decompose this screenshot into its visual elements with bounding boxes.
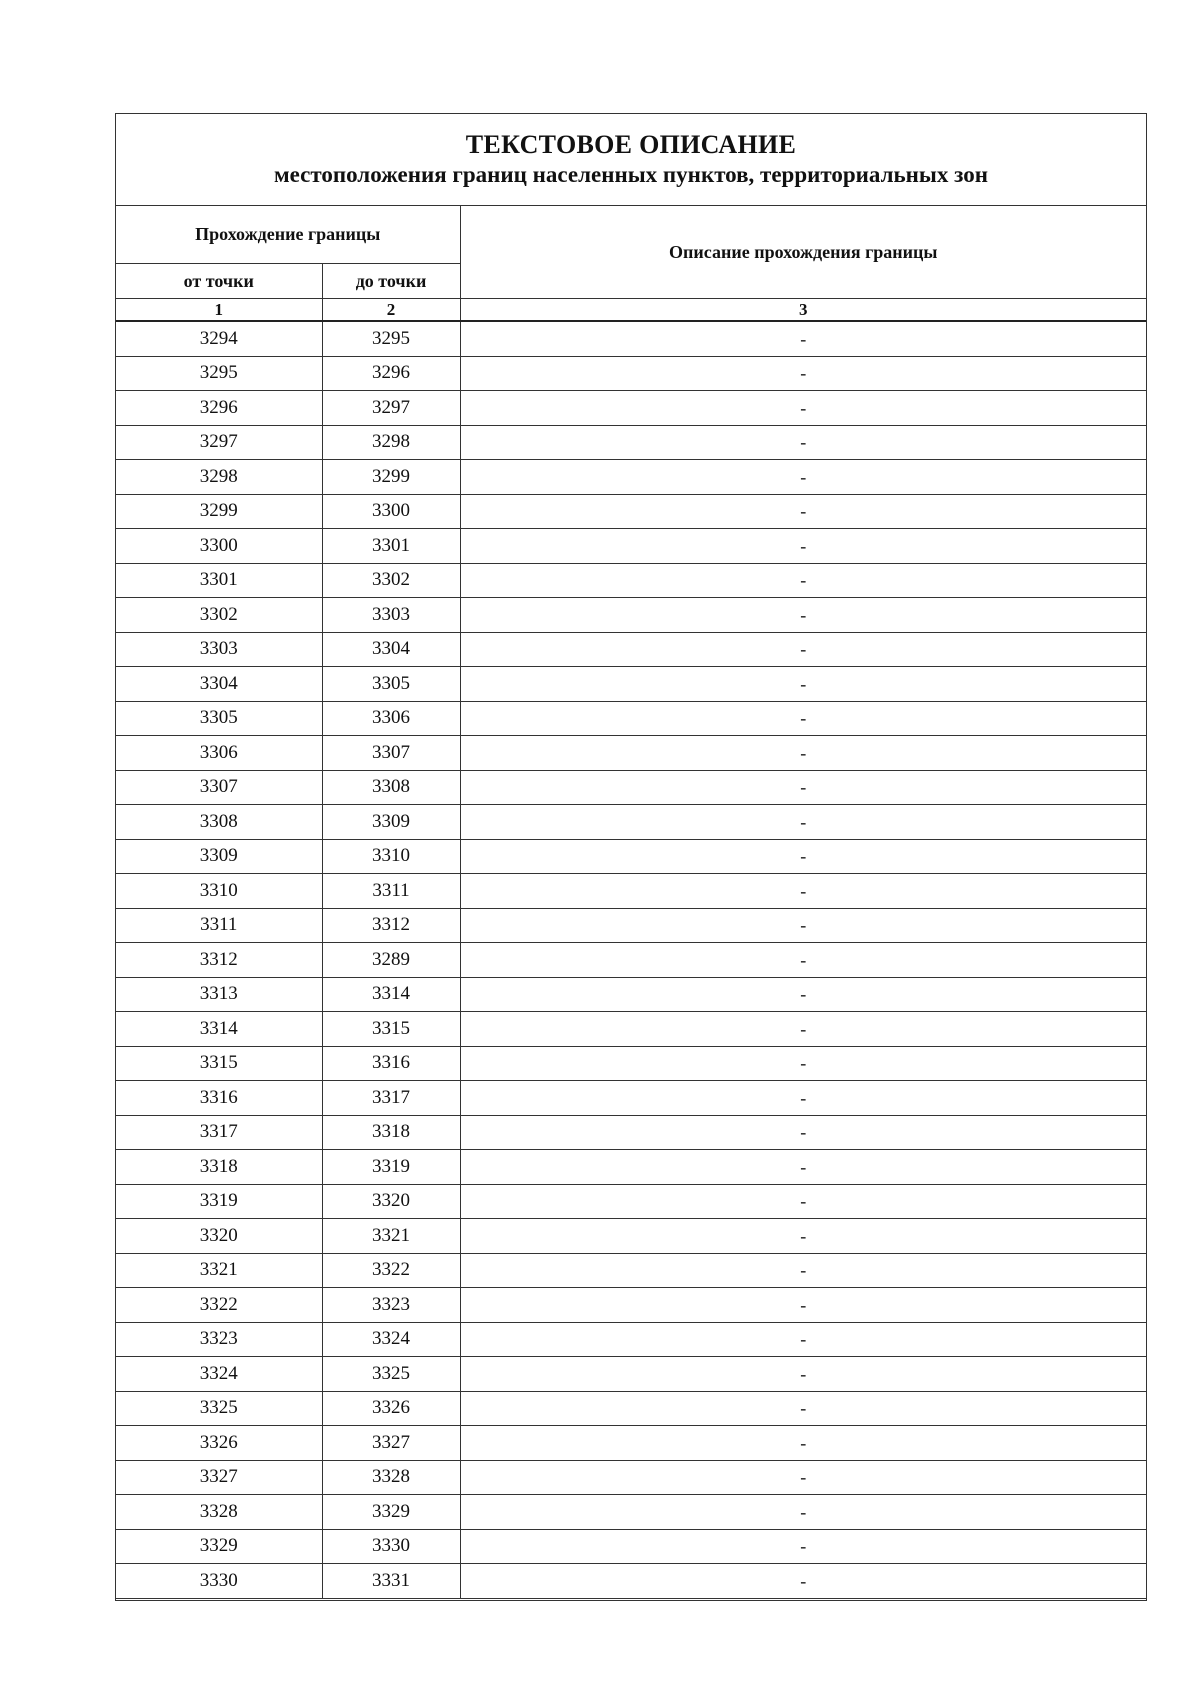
table-row xyxy=(116,701,1146,736)
description-cell: - xyxy=(460,1253,1146,1288)
description-cell: - xyxy=(460,874,1146,909)
table-row xyxy=(116,943,1146,978)
table-row xyxy=(116,977,1146,1012)
to-point-cell: 3317 xyxy=(322,1081,460,1116)
description-cell: - xyxy=(460,1495,1146,1530)
description-cell: - xyxy=(460,632,1146,667)
description-cell: - xyxy=(460,1150,1146,1185)
table-row xyxy=(116,321,1146,356)
table-row xyxy=(116,1184,1146,1219)
description-cell: - xyxy=(460,494,1146,529)
table-row xyxy=(116,632,1146,667)
table-row xyxy=(116,736,1146,771)
table-row xyxy=(116,494,1146,529)
to-point-cell: 3325 xyxy=(322,1357,460,1392)
to-point-cell: 3330 xyxy=(322,1529,460,1564)
from-point-cell: 3309 xyxy=(116,839,322,874)
table-row xyxy=(116,563,1146,598)
table-row xyxy=(116,1426,1146,1461)
table-header xyxy=(116,206,1146,321)
to-point-cell: 3299 xyxy=(322,460,460,495)
from-point-cell: 3308 xyxy=(116,805,322,840)
to-point-cell: 3311 xyxy=(322,874,460,909)
table-row xyxy=(116,1288,1146,1323)
table-row xyxy=(116,1322,1146,1357)
to-point-cell: 3295 xyxy=(322,321,460,356)
description-cell: - xyxy=(460,977,1146,1012)
to-header: до точки xyxy=(322,264,460,299)
from-point-cell: 3303 xyxy=(116,632,322,667)
from-point-cell: 3313 xyxy=(116,977,322,1012)
from-point-cell: 3325 xyxy=(116,1391,322,1426)
col-number: 1 xyxy=(116,299,322,322)
table-row xyxy=(116,1529,1146,1564)
table-row xyxy=(116,1564,1146,1600)
from-point-cell: 3328 xyxy=(116,1495,322,1530)
table-row xyxy=(116,1391,1146,1426)
from-point-cell: 3327 xyxy=(116,1460,322,1495)
to-point-cell: 3329 xyxy=(322,1495,460,1530)
table-row xyxy=(116,1495,1146,1530)
table-row xyxy=(116,1081,1146,1116)
document-title: ТЕКСТОВОЕ ОПИСАНИЕ xyxy=(465,130,797,159)
from-point-cell: 3311 xyxy=(116,908,322,943)
table-row xyxy=(116,391,1146,426)
to-point-cell: 3300 xyxy=(322,494,460,529)
description-cell: - xyxy=(460,1460,1146,1495)
table-row xyxy=(116,1460,1146,1495)
table-row xyxy=(116,805,1146,840)
document-page xyxy=(115,113,1147,1601)
from-point-cell: 3299 xyxy=(116,494,322,529)
to-point-cell: 3320 xyxy=(322,1184,460,1219)
from-point-cell: 3302 xyxy=(116,598,322,633)
description-cell: - xyxy=(460,1288,1146,1323)
table-row xyxy=(116,667,1146,702)
from-point-cell: 3329 xyxy=(116,1529,322,1564)
description-cell: - xyxy=(460,1322,1146,1357)
to-point-cell: 3309 xyxy=(322,805,460,840)
table-row xyxy=(116,1150,1146,1185)
description-cell: - xyxy=(460,1184,1146,1219)
table-row xyxy=(116,598,1146,633)
to-point-cell: 3304 xyxy=(322,632,460,667)
from-point-cell: 3315 xyxy=(116,1046,322,1081)
to-point-cell: 3331 xyxy=(322,1564,460,1600)
from-point-cell: 3314 xyxy=(116,1012,322,1047)
to-point-cell: 3327 xyxy=(322,1426,460,1461)
to-point-cell: 3310 xyxy=(322,839,460,874)
from-point-cell: 3305 xyxy=(116,701,322,736)
document-subtitle: местоположения границ населенных пунктов, территориальных зон xyxy=(274,162,988,187)
to-point-cell: 3306 xyxy=(322,701,460,736)
table-row xyxy=(116,1357,1146,1392)
table-body xyxy=(116,321,1146,1599)
from-point-cell: 3321 xyxy=(116,1253,322,1288)
description-cell: - xyxy=(460,1529,1146,1564)
from-point-cell: 3295 xyxy=(116,356,322,391)
table-row xyxy=(116,460,1146,495)
description-cell: - xyxy=(460,770,1146,805)
from-point-cell: 3307 xyxy=(116,770,322,805)
from-point-cell: 3301 xyxy=(116,563,322,598)
boundary-table xyxy=(116,206,1146,1601)
description-cell: - xyxy=(460,425,1146,460)
from-point-cell: 3330 xyxy=(116,1564,322,1600)
description-cell: - xyxy=(460,908,1146,943)
description-cell: - xyxy=(460,1426,1146,1461)
from-point-cell: 3312 xyxy=(116,943,322,978)
to-point-cell: 3318 xyxy=(322,1115,460,1150)
description-cell: - xyxy=(460,321,1146,356)
description-cell: - xyxy=(460,701,1146,736)
to-point-cell: 3315 xyxy=(322,1012,460,1047)
from-point-cell: 3306 xyxy=(116,736,322,771)
description-cell: - xyxy=(460,598,1146,633)
from-point-cell: 3316 xyxy=(116,1081,322,1116)
col-number: 3 xyxy=(460,299,1146,322)
to-point-cell: 3321 xyxy=(322,1219,460,1254)
table-row xyxy=(116,425,1146,460)
description-cell: - xyxy=(460,1081,1146,1116)
description-cell: - xyxy=(460,943,1146,978)
to-point-cell: 3289 xyxy=(322,943,460,978)
table-row xyxy=(116,1012,1146,1047)
to-point-cell: 3323 xyxy=(322,1288,460,1323)
to-point-cell: 3303 xyxy=(322,598,460,633)
to-point-cell: 3296 xyxy=(322,356,460,391)
from-point-cell: 3298 xyxy=(116,460,322,495)
table-row xyxy=(116,770,1146,805)
from-point-cell: 3319 xyxy=(116,1184,322,1219)
description-cell: - xyxy=(460,1564,1146,1600)
to-point-cell: 3319 xyxy=(322,1150,460,1185)
table-row xyxy=(116,529,1146,564)
description-cell: - xyxy=(460,356,1146,391)
to-point-cell: 3307 xyxy=(322,736,460,771)
from-point-cell: 3317 xyxy=(116,1115,322,1150)
description-cell: - xyxy=(460,529,1146,564)
from-point-cell: 3296 xyxy=(116,391,322,426)
table-row xyxy=(116,908,1146,943)
from-point-cell: 3300 xyxy=(116,529,322,564)
from-point-cell: 3304 xyxy=(116,667,322,702)
table-row xyxy=(116,1219,1146,1254)
from-point-cell: 3326 xyxy=(116,1426,322,1461)
to-point-cell: 3302 xyxy=(322,563,460,598)
description-cell: - xyxy=(460,1012,1146,1047)
description-cell: - xyxy=(460,391,1146,426)
to-point-cell: 3305 xyxy=(322,667,460,702)
to-point-cell: 3316 xyxy=(322,1046,460,1081)
description-cell: - xyxy=(460,460,1146,495)
to-point-cell: 3298 xyxy=(322,425,460,460)
to-point-cell: 3301 xyxy=(322,529,460,564)
from-point-cell: 3310 xyxy=(116,874,322,909)
to-point-cell: 3312 xyxy=(322,908,460,943)
from-header: от точки xyxy=(116,264,322,299)
description-cell: - xyxy=(460,805,1146,840)
description-cell: - xyxy=(460,1357,1146,1392)
to-point-cell: 3324 xyxy=(322,1322,460,1357)
description-cell: - xyxy=(460,1219,1146,1254)
title-block xyxy=(116,114,1146,206)
col-number: 2 xyxy=(322,299,460,322)
to-point-cell: 3326 xyxy=(322,1391,460,1426)
group-header: Прохождение границы xyxy=(116,206,460,264)
table-row xyxy=(116,839,1146,874)
from-point-cell: 3294 xyxy=(116,321,322,356)
description-cell: - xyxy=(460,1115,1146,1150)
table-row xyxy=(116,1115,1146,1150)
to-point-cell: 3328 xyxy=(322,1460,460,1495)
description-cell: - xyxy=(460,563,1146,598)
description-cell: - xyxy=(460,1391,1146,1426)
to-point-cell: 3314 xyxy=(322,977,460,1012)
to-point-cell: 3322 xyxy=(322,1253,460,1288)
description-cell: - xyxy=(460,736,1146,771)
table-row xyxy=(116,874,1146,909)
from-point-cell: 3320 xyxy=(116,1219,322,1254)
from-point-cell: 3297 xyxy=(116,425,322,460)
description-cell: - xyxy=(460,839,1146,874)
table-row xyxy=(116,1046,1146,1081)
to-point-cell: 3297 xyxy=(322,391,460,426)
from-point-cell: 3318 xyxy=(116,1150,322,1185)
description-cell: - xyxy=(460,667,1146,702)
from-point-cell: 3323 xyxy=(116,1322,322,1357)
table-row xyxy=(116,1253,1146,1288)
from-point-cell: 3322 xyxy=(116,1288,322,1323)
to-point-cell: 3308 xyxy=(322,770,460,805)
desc-header: Описание прохождения границы xyxy=(460,206,1146,299)
description-cell: - xyxy=(460,1046,1146,1081)
table-row xyxy=(116,356,1146,391)
from-point-cell: 3324 xyxy=(116,1357,322,1392)
